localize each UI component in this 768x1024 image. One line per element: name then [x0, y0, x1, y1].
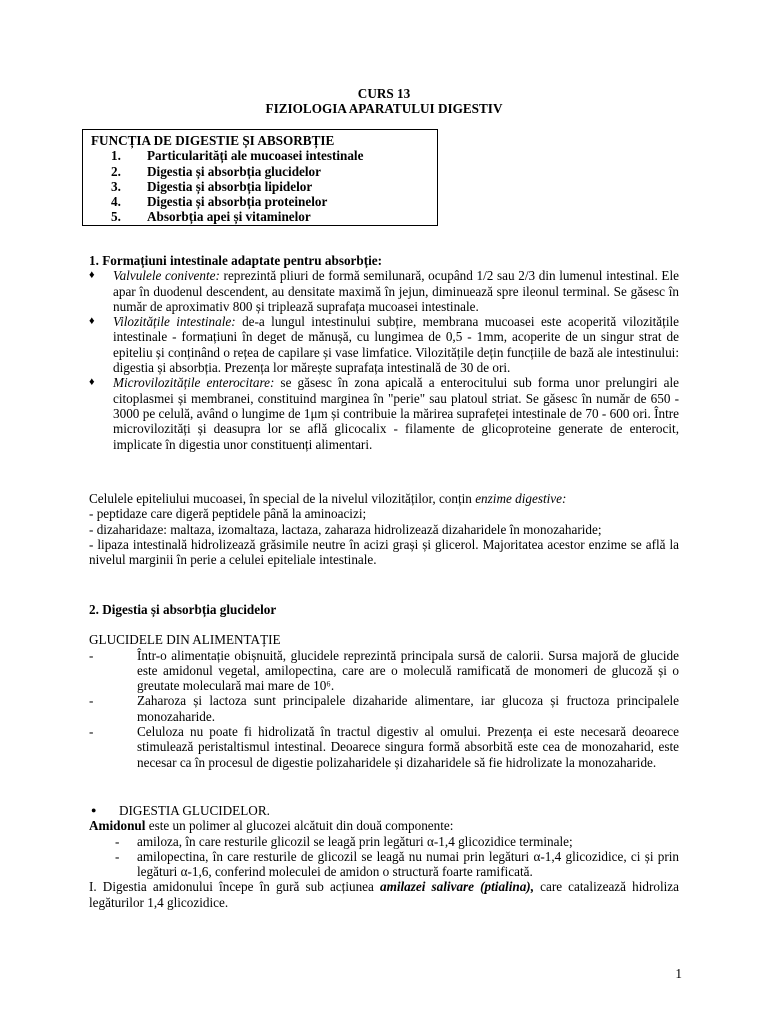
dot-bullet-icon: ●	[91, 805, 97, 815]
contents-heading: FUNCȚIA DE DIGESTIE ȘI ABSORBȚIE	[91, 133, 335, 148]
bullet-item	[89, 375, 679, 451]
bullet-term: Microvilozitățile enterocitare:	[113, 375, 275, 391]
amidon-term: Amidonul	[89, 818, 146, 834]
dash-item	[89, 724, 679, 770]
bullet-item	[89, 268, 679, 314]
dash-item	[89, 693, 679, 724]
bullet-term: Vilozitățile intestinale:	[113, 314, 236, 330]
digestion-heading-row	[89, 803, 679, 818]
page-title: FIZIOLOGIA APARATULUI DIGESTIV	[265, 101, 503, 116]
section-2	[89, 602, 679, 770]
amidon-line	[89, 818, 679, 833]
contents-item	[111, 178, 437, 194]
contents-box	[82, 129, 438, 226]
amidon-text: este un polimer al glucozei alcătuit din două componente:	[145, 818, 454, 834]
section-2-heading: 2. Digestia și absorbția glucidelor	[89, 602, 277, 617]
contents-item-number: 4.	[111, 194, 121, 210]
dash-item-text: Într-o alimentație obișnuită, glucidele reprezintă principala sursă de calorii. Sursa majoră de glucide este amidonul vegetal, amilopectina, care are o moleculă ramificată de monomeri de glucoză și o greutate moleculară mai mare de 10⁶.	[137, 647, 679, 694]
contents-item-label: Absorbția apei și vitaminelor	[147, 209, 311, 225]
section-2-subheading: GLUCIDELE DIN ALIMENTAȚIE	[89, 632, 281, 648]
digestion-block	[89, 803, 679, 910]
digestion-heading: DIGESTIA GLUCIDELOR.	[119, 803, 270, 818]
bullet-text: se găsesc în zona apicală a enterocitului sub forma unor prelungiri ale citoplasmei și membranei, constituind marginea în "perie" sau platoul striat. Se găsesc în număr de 650 - 3000 pe celulă, având o lungime de 1μm și contribuie la mărirea suprafeței intestinale de 70 - 600 ori. Între microvilozități și deasupra lor se află glicocalix - filamente de glicoproteine generate de enterocit, implicate în digestia unor constituenți alimentari.	[113, 375, 679, 452]
dash-item	[89, 648, 679, 694]
dash-marker: -	[115, 848, 120, 864]
dash-marker: -	[89, 724, 94, 740]
contents-item	[111, 163, 437, 179]
bullet-text: reprezintă pliuri de formă semilunară, ocupând 1/2 sau 2/3 din lumenul intestinal. Ele apar în duodenul descendent, au densitate maximă în jejun, diminuează spre ileonul terminal. Se găsesc în număr de aproximativ 800 și triplează suprafața mucoasei intestinale.	[113, 268, 679, 314]
enzymes-term: enzime digestive:	[475, 491, 567, 506]
diamond-bullet-icon: ♦	[89, 376, 95, 389]
contents-item-number: 2.	[111, 163, 121, 179]
contents-item-label: Digestia și absorbția proteinelor	[147, 194, 328, 210]
final-paragraph	[89, 879, 679, 910]
dash-item-text: Zaharoza și lactoza sunt principalele dizaharide alimentare, iar glucoza și fructoza principalele monozaharide.	[137, 693, 679, 724]
dash-marker: -	[89, 647, 94, 663]
contents-item-number: 1.	[111, 148, 121, 164]
bullet-term: Valvulele conivente:	[113, 268, 220, 284]
component-item	[89, 834, 679, 849]
contents-item-number: 5.	[111, 209, 121, 225]
enzyme-line: - dizaharidaze: maltaza, izomaltaza, lactaza, zaharaza hidrolizează dizaharidele în monozaharide;	[89, 521, 602, 537]
course-number: CURS 13	[357, 86, 411, 101]
section-1-heading: 1. Formațiuni intestinale adaptate pentru absorbție:	[89, 253, 383, 268]
bullet-text: de-a lungul intestinului subțire, membrana mucoasei este acoperită vilozitățile intestinale - formațiuni în deget de mănușă, cu lungimea de 0,5 - 1mm, acoperite de un singur strat de epiteliu și conținând o rețea de capilare și vase limfatice. Vilozitățile dețin funcțiile de bază ale intestinului: digestia și absorbția. Prezența lor mărește suprafața intestinală de 30 de ori.	[113, 314, 679, 376]
component-item	[89, 849, 679, 880]
enzyme-line: - peptidaze care digeră peptidele până la aminoacizi;	[89, 506, 367, 522]
dash-item-text: Celuloza nu poate fi hidrolizată în tractul digestiv al omului. Prezența ei este necesară deoarece stimulează peristaltismul intestinal. Deoarece singura formă absorbită este cea de monozaharid, este necesar ca în procesul de digestie polizaharidele și dizaharidele să fie hidrolizate la monozaharide.	[137, 724, 679, 770]
diamond-bullet-icon: ♦	[89, 315, 95, 328]
diamond-bullet-icon: ♦	[89, 269, 95, 282]
dash-marker: -	[89, 693, 94, 709]
contents-item	[111, 194, 437, 210]
final-term: amilazei salivare (ptialina),	[380, 879, 534, 895]
enzymes-intro-text: Celulele epiteliului mucoasei, în special de la nivelul vilozităților, conțin	[89, 491, 476, 506]
component-text: amilopectina, în care resturile de glicozil se leagă nu numai prin legături α-1,4 glicozidice, ci și prin legături α-1,6, conferind moleculei de amidon o structură foarte ramificată.	[137, 848, 679, 880]
dash-marker: -	[115, 833, 120, 849]
final-text-pre: I. Digestia amidonului începe în gură sub acțiunea	[89, 879, 380, 895]
enzymes-intro	[89, 491, 679, 506]
section-1	[89, 253, 679, 452]
page-number: 1	[675, 966, 682, 981]
contents-item-label: Digestia și absorbția glucidelor	[147, 163, 322, 179]
enzyme-line: - lipaza intestinală hidrolizează grăsimile neutre în acizi grași și glicerol. Majoritatea acestor enzime se află la nivelul marginii în perie a celulei epiteliale intestinale.	[89, 536, 679, 568]
contents-item-label: Particularități ale mucoasei intestinale	[147, 148, 364, 164]
bullet-item	[89, 314, 679, 375]
contents-item-number: 3.	[111, 178, 121, 194]
contents-item	[111, 209, 437, 225]
contents-item	[111, 148, 437, 164]
final-text-post: care catalizează hidroliza legăturilor 1,4 glicozidice.	[89, 879, 679, 910]
contents-item-label: Digestia și absorbția lipidelor	[147, 178, 313, 194]
contents-list	[91, 148, 437, 224]
enzymes-paragraph	[89, 491, 679, 567]
component-text: amiloza, în care resturile glicozil se leagă prin legături α-1,4 glicozidice terminale;	[137, 833, 573, 849]
